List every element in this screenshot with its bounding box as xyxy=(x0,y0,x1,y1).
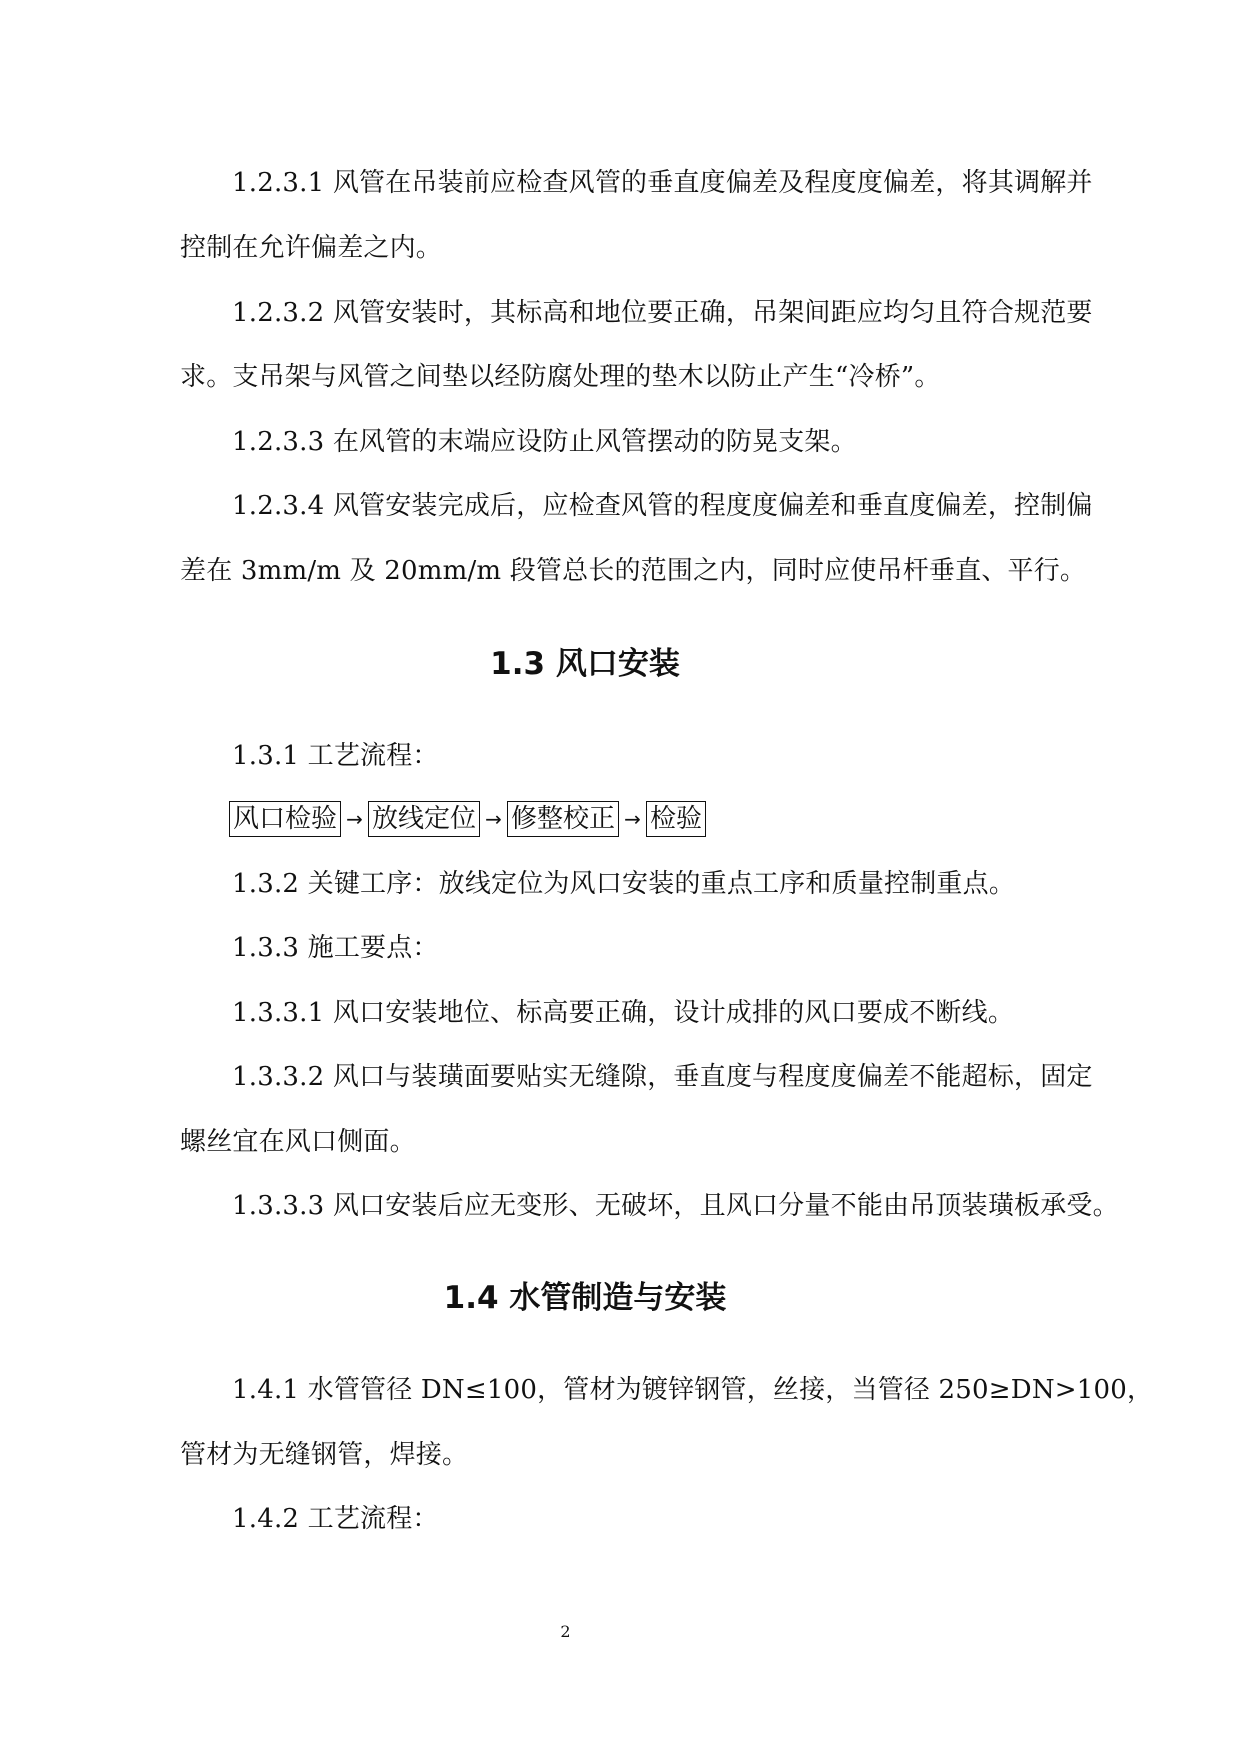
flow-arrow-icon: → xyxy=(346,807,363,831)
paragraph-1-3-3-2-line-1: 1.3.3.2 风口与装璜面要贴实无缝隙，垂直度与程度度偏差不能超标，固定 xyxy=(232,1062,1093,1092)
flow-arrow-icon: → xyxy=(624,807,641,831)
paragraph-1-2-3-4-line-1: 1.2.3.4 风管安装完成后，应检查风管的程度度偏差和垂直度偏差，控制偏 xyxy=(232,491,1093,521)
paragraph-1-3-2: 1.3.2 关键工序：放线定位为风口安装的重点工序和质量控制重点。 xyxy=(232,869,1016,899)
paragraph-1-3-3-1: 1.3.3.1 风口安装地位、标高要正确，设计成排的风口要成不断线。 xyxy=(232,998,1015,1028)
paragraph-1-2-3-1-line-2: 控制在允许偏差之内。 xyxy=(180,233,443,263)
paragraph-1-4-1-line-1: 1.4.1 水管管径 DN≤100，管材为镀锌钢管，丝接，当管径 250≥DN>100， xyxy=(232,1375,1154,1405)
flow-step-2: 放线定位 xyxy=(368,801,480,837)
flow-step-1: 风口检验 xyxy=(229,801,341,837)
flow-step-3: 修整校正 xyxy=(507,801,619,837)
section-heading-1-4: 1.4 水管制造与安装 xyxy=(443,1280,727,1316)
paragraph-1-3-3-3: 1.3.3.3 风口安装后应无变形、无破坏，且风口分量不能由吊顶装璜板承受。 xyxy=(232,1191,1119,1221)
paragraph-1-2-3-3: 1.2.3.3 在风管的末端应设防止风管摆动的防晃支架。 xyxy=(232,427,857,457)
paragraph-1-2-3-4-line-2: 差在 3mm/m 及 20mm/m 段管总长的范围之内，同时应使吊杆垂直、平行。 xyxy=(180,556,1087,586)
paragraph-1-2-3-2-line-1: 1.2.3.2 风管安装时，其标高和地位要正确，吊架间距应均匀且符合规范要 xyxy=(232,298,1093,328)
flow-step-4: 检验 xyxy=(646,801,706,837)
paragraph-1-4-2: 1.4.2 工艺流程： xyxy=(232,1504,439,1534)
paragraph-1-2-3-2-line-2: 求。支吊架与风管之间垫以经防腐处理的垫木以防止产生“冷桥”。 xyxy=(180,362,941,392)
section-heading-1-3: 1.3 风口安装 xyxy=(490,646,680,682)
paragraph-1-2-3-1-line-1: 1.2.3.1 风管在吊装前应检查风管的垂直度偏差及程度度偏差，将其调解并 xyxy=(232,168,1093,198)
paragraph-1-3-3-2-line-2: 螺丝宜在风口侧面。 xyxy=(180,1127,416,1157)
paragraph-1-3-1: 1.3.1 工艺流程： xyxy=(232,741,439,771)
flow-arrow-icon: → xyxy=(485,807,502,831)
paragraph-1-3-3: 1.3.3 施工要点： xyxy=(232,933,439,963)
process-flow xyxy=(229,800,706,838)
page-number: 2 xyxy=(560,1622,571,1641)
paragraph-1-4-1-line-2: 管材为无缝钢管，焊接。 xyxy=(180,1440,469,1470)
